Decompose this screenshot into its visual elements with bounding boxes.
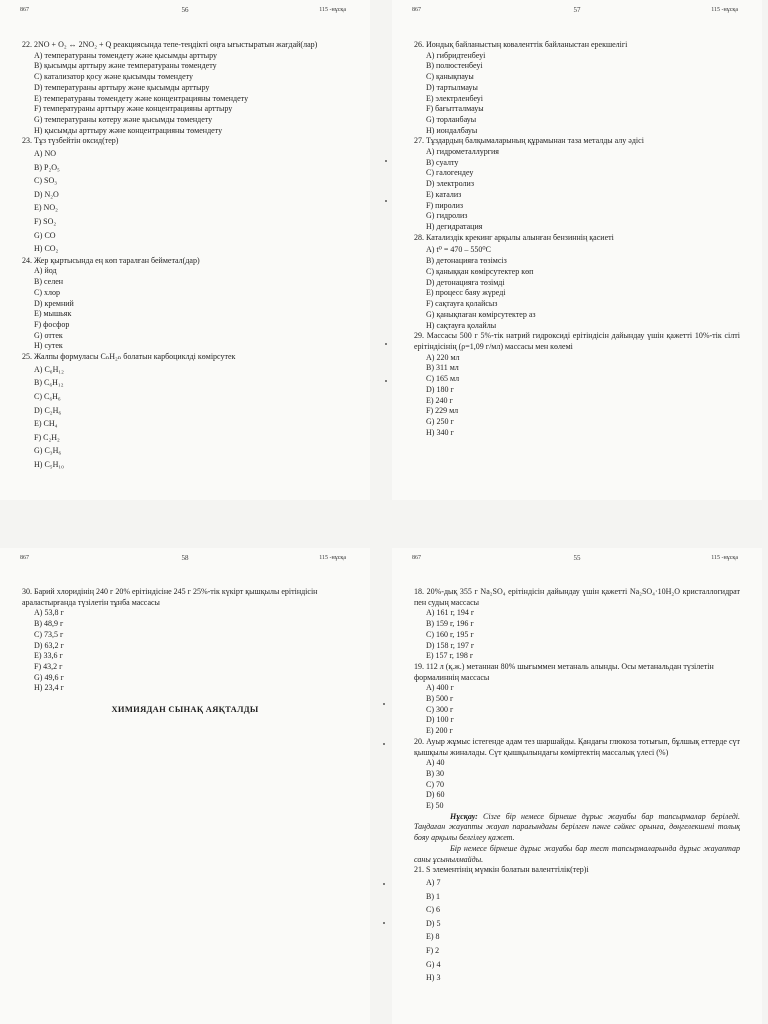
option: E) 8 [426,932,440,942]
option: B) суалту [426,157,459,167]
option: F) бағытталмауы [426,104,484,114]
option: G) гидролиз [426,211,468,221]
option: D) 158 г, 197 г [426,640,475,650]
option: C) 165 мл [426,374,460,384]
question-26 [414,40,740,136]
question-text: 20. Ауыр жұмыс істегенде адам тез шаршайды. Қандағы глюкоза тотығып, бұлшық еттерде сүт қышқылы жиналады. Сүт қышқылындағы көміртектің массалық үлесі (%) [414,736,740,757]
variant-label: 115 -нұсқа [711,7,738,13]
option: C) қаныққан көмірсутектер көп [426,267,534,277]
option: B) детонацияға төзімсіз [426,256,507,266]
option: E) 157 г, 198 г [426,651,474,661]
option: D) 5 [426,918,441,928]
option: H) сутек [34,341,63,351]
page-header [392,548,762,570]
option: F) пиролиз [426,200,464,210]
option: D) 100 г [426,715,454,725]
option: A) температураны төмендету және қысымды арттыру [34,50,218,60]
option: H) CO₂ [34,244,59,254]
scan-speck [385,380,387,382]
variant-label: 115 -нұсқа [319,555,346,561]
option: D) N₂O [34,189,59,199]
option: D) C₂H₆ [34,405,62,415]
page-56 [0,0,370,500]
page-58 [0,548,370,1024]
option: C) 70 [426,779,444,789]
variant-code: 867 [20,555,29,561]
option: A) t⁰ = 470 – 550⁰C [426,245,491,255]
option: H) иондалбауы [426,125,478,135]
scan-speck [383,703,385,705]
question-29 [414,331,740,438]
option: C) хлор [34,287,60,297]
question-text: 30. Барий хлоридінің 240 г 20% ерітіндісіне 245 г 25%-тік күкірт қышқылы ерітіндісін араластырғанда түзілетін тұнба массасы [22,587,318,607]
option: D) тартылмауы [426,82,478,92]
instruction-block [414,812,740,866]
variant-label: 115 -нұсқа [711,555,738,561]
option: A) 400 г [426,683,454,693]
question-27 [414,136,740,232]
option: D) 63,2 г [34,640,64,650]
option: F) C₂H₂ [34,432,60,442]
option: C) 160 г, 195 г [426,629,474,639]
option: B) 30 [426,768,444,778]
option: C) галогендеу [426,168,474,178]
option: H) сақтауға қолайлы [426,320,497,330]
question-19 [414,662,740,737]
option: D) 180 г [426,384,454,394]
scan-speck [385,343,387,345]
option: E) NO₂ [34,203,58,213]
scan-speck [385,160,387,162]
option: E) катализ [426,189,462,199]
option: A) 40 [426,758,445,768]
question-20 [414,737,740,812]
option: B) 311 мл [426,363,459,373]
option: G) CO [34,230,56,240]
option: A) 53,8 г [34,608,64,618]
option: C) SO₃ [34,176,58,186]
option: B) 1 [426,891,440,901]
option: H) 3 [426,973,441,983]
scan-speck [383,922,385,924]
option: A) гидрометаллургия [426,147,499,157]
question-text: 23. Тұз түзбейтін оксид(тер) [22,136,119,146]
question-text: 28. Катализдік крекинг арқылы алынған бензиннің қасиеті [414,232,614,242]
question-text: 26. Иондық байланыстың коваленттік байланыстан ерекшелігі [414,40,628,49]
option: E) температураны төмендету және концентрацияны төмендету [34,93,249,103]
question-text: 18. 20%-дық 355 г Na₂SO₄ ерітіндісін дайындау үшін қажетті Na₂SO₄·10H₂O кристаллогидрат пен судың массасы [414,587,740,607]
test-end-title: ХИМИЯДАН СЫНАҚ АЯҚТАЛДЫ [111,704,259,714]
scan-speck [385,200,387,202]
page-number: 55 [573,554,581,562]
scan-speck [383,743,385,745]
question-30 [22,587,348,694]
question-text: 21. S элементінің мүмкін болатын валенттілік(тер)і [414,865,589,875]
page-57 [392,0,762,500]
option: G) 4 [426,959,441,969]
option: C) катализатор қосу және қысымды төмендету [34,72,194,82]
option: G) температураны көтеру және қысымды төмендету [34,114,213,124]
question-text: 22. 2NO + O₂ ↔ 2NO₂ + Q реакциясында тепе-теңдікті оңға ығыстыратын жағдай(лар) [22,40,318,49]
option: C) 73,5 г [34,629,64,639]
option: E) процесс баяу жүреді [426,288,506,298]
variant-code: 867 [20,7,29,13]
option: E) 200 г [426,726,453,736]
option: D) температураны арттыру және қысымды арттыру [34,82,210,92]
option: B) P₂O₅ [34,162,60,172]
option: F) SO₂ [34,217,57,226]
option: D) 60 [426,790,445,800]
option: G) C₃H₆ [34,446,62,456]
option: C) C₆H₆ [34,392,61,401]
option: B) 500 г [426,694,454,704]
option: A) NO [34,149,56,159]
option: A) 7 [426,877,441,887]
question-22 [22,40,348,136]
option: E) 33,6 г [34,651,63,661]
page-number: 56 [181,6,189,14]
option: H) C₅H₁₀ [34,459,64,469]
option: C) қанықпауы [426,72,474,82]
option: E) 240 г [426,395,453,405]
question-text: 19. 112 л (қ.ж.) метаннан 80% шығыммен метаналь алынды. Осы метанальдан түзілетін формалиннің массасы [414,661,714,682]
instruction-text: Сізге бір немесе бірнеше дұрыс жауабы бар тапсырмалар беріледі. Таңдаған жауапты жауап парағындағы берілген пәнге сәйкес орынға, дөңгелекшені толық бояу арқылы белгілеу қажет. [414,811,740,843]
variant-code: 867 [412,7,421,13]
variant-code: 867 [412,555,421,561]
option: D) электролиз [426,179,474,189]
question-text: 29. Массасы 500 г 5%-тік натрий гидроксиді ерітіндісін дайындау үшін қажетті 10%-тік сілті ерітіндісінің (ρ=1,09 г/мл) массасы мен көлемі [414,331,740,351]
page-number: 57 [573,6,581,14]
question-24 [22,256,348,352]
option: B) полюстенбеуі [426,61,483,71]
option: E) CH₄ [34,419,58,429]
option: F) 43,2 г [34,661,63,671]
option: F) 229 мл [426,406,459,416]
option: E) электрленбеуі [426,93,484,103]
option: A) йод [34,266,57,276]
option: A) 161 г, 194 г [426,608,475,618]
option: B) қысымды арттыру және температураны төмендету [34,61,217,71]
page-header [0,548,370,570]
option: G) 250 г [426,416,454,426]
option: G) қанықпаған көмірсутектер аз [426,309,536,319]
option: B) селен [34,277,64,287]
option: H) 23,4 г [34,683,64,693]
option: H) дегидратация [426,221,483,231]
option: F) фосфор [34,320,70,329]
question-text: 24. Жер қыртысында ең көп таралған бейметал(дар) [22,255,200,265]
option: F) 2 [426,945,440,955]
option: A) гибридтенбеуі [426,50,486,60]
variant-label: 115 -нұсқа [319,7,346,13]
option: G) торланбауы [426,114,477,124]
option: A) C₆H₁₂ [34,364,64,374]
page-number: 58 [181,554,189,562]
question-28 [414,233,740,332]
option: F) сақтауға қолайсыз [426,299,498,309]
page-header [0,0,370,22]
question-18 [414,587,740,662]
scan-speck [383,883,385,885]
instruction-text-2: Бір немесе бірнеше дұрыс жауабы бар тест тапсырмаларында дұрыс жауаптар саны ұсынылмайды. [414,843,740,864]
option: G) оттек [34,330,63,340]
option: D) детонацияға төзімді [426,277,505,287]
question-text: 27. Тұздардың балқымаларының құрамынан таза металды алу әдісі [414,136,644,146]
instruction-lead: Нұсқау: [450,811,478,821]
option: B) 48,9 г [34,619,64,629]
page-55 [392,548,762,1024]
option: B) C₆H₁₂ [34,378,64,388]
option: E) 50 [426,801,444,811]
question-21 [414,865,740,984]
option: A) 220 мл [426,352,460,362]
option: H) 340 г [426,427,454,437]
option: C) 6 [426,905,440,915]
option: E) мышьяк [34,309,72,319]
question-25 [22,352,348,471]
option: C) 300 г [426,704,454,714]
page-header [392,0,762,22]
question-text: 25. Жалпы формуласы CₙH₂ₙ болатын карбоциклді көмірсутек [22,352,236,362]
option: D) кремний [34,298,74,308]
option: H) қысымды арттыру және концентрацияны төмендету [34,125,223,135]
option: G) 49,6 г [34,672,64,682]
option: F) температураны арттыру және концентрацияны арттыру [34,104,233,114]
question-23 [22,136,348,255]
option: B) 159 г, 196 г [426,619,474,629]
